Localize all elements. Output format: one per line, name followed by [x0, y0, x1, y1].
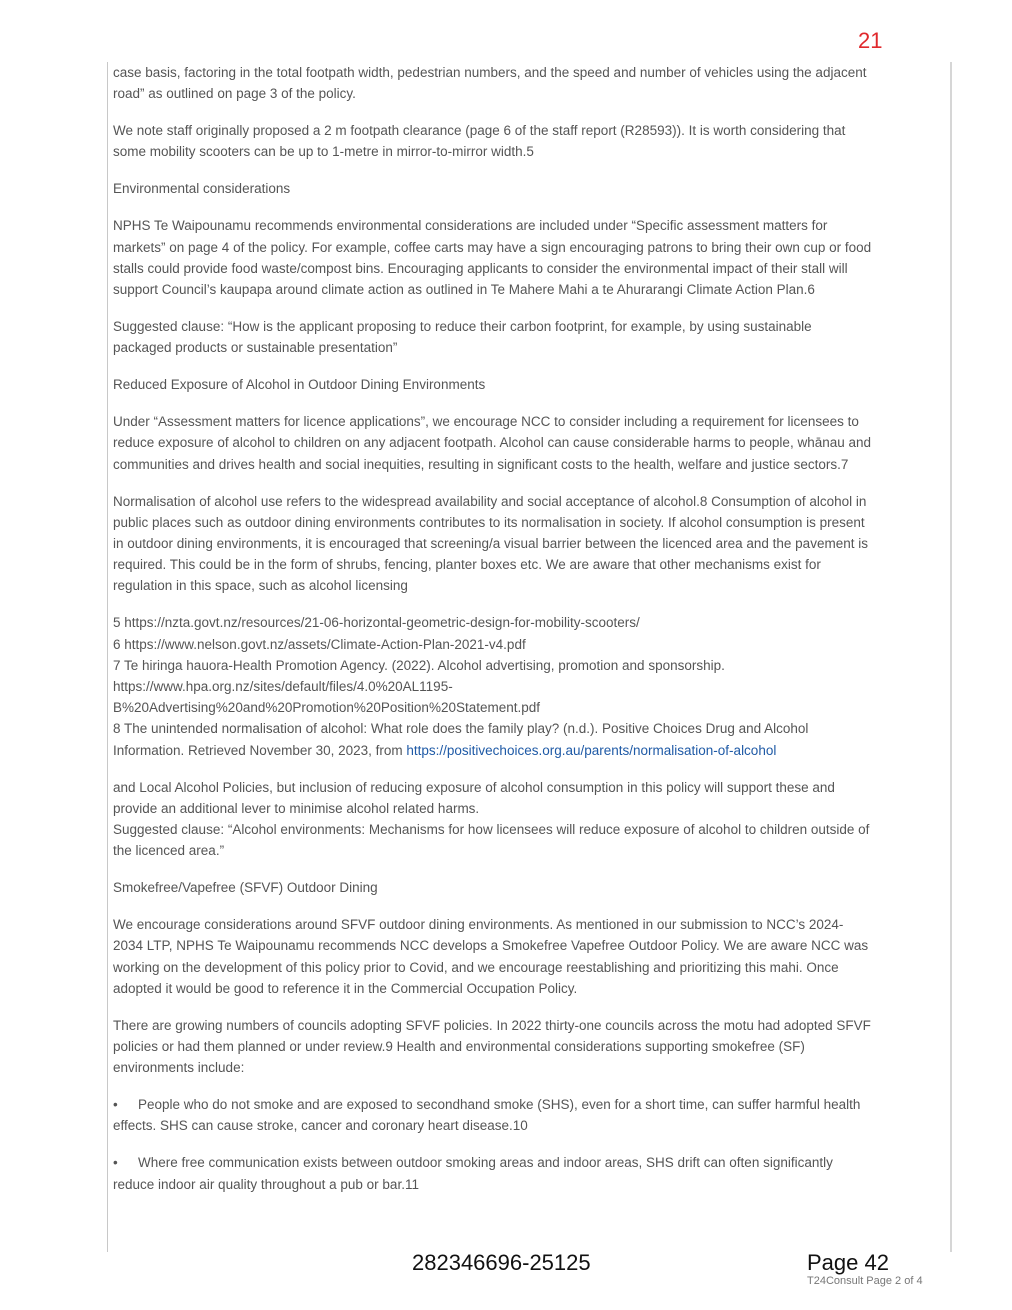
paragraph-environmental: NPHS Te Waipounamu recommends environmental considerations are included under “Specific assessment matters for markets” on page 4 of the policy. For example, coffee carts may have a sign encouraging patrons to bring their own cup or food stalls could provide food waste/compost bins. Encouraging applicants to consider the environmental impact of their stall will support Council’s kaupapa around climate action as outlined in Te Mahere Mahi a te Ahurarangi Climate Action Plan.6: [113, 218, 872, 298]
footnote-8-link[interactable]: https://positivechoices.org.au/parents/normalisation-of-alcohol: [406, 742, 777, 758]
paragraph-suggested-clause-alcohol: Suggested clause: “Alcohol environments: Mechanisms for how licensees will reduce exposure of alcohol to children outside of the licenced area.”: [113, 822, 870, 859]
frame-border-right: [950, 62, 952, 1252]
paragraph-footpath: case basis, factoring in the total footpath width, pedestrian numbers, and the speed and number of vehicles using the adjacent road” as outlined on page 3 of the policy.: [113, 65, 867, 102]
footnote-7-citation: 7 Te hiringa hauora-Health Promotion Agency. (2022). Alcohol advertising, promotion and sponsorship.: [113, 657, 725, 673]
bullet-icon: •: [113, 1097, 118, 1113]
heading-sfvf: Smokefree/Vapefree (SFVF) Outdoor Dining: [113, 880, 378, 896]
heading-alcohol: Reduced Exposure of Alcohol in Outdoor Dining Environments: [113, 377, 486, 393]
footnote-5: 5 https://nzta.govt.nz/resources/21-06-horizontal-geometric-design-for-mobility-scooters/: [113, 615, 640, 631]
footnote-7-url-part1: https://www.hpa.org.nz/sites/default/files/4.0%20AL1195-: [113, 679, 453, 695]
paragraph-sfvf-councils: There are growing numbers of councils adopting SFVF policies. In 2022 thirty-one councils across the motu had adopted SFVF policies or had them planned or under review.9 Health and environmental considerations supporting smokefree (SF) environments include:: [113, 1017, 871, 1076]
bullet-text: People who do not smoke and are exposed to secondhand smoke (SHS), even for a short time, can suffer harmful health effects. SHS can cause stroke, cancer and coronary heart disease.10: [113, 1097, 861, 1134]
bullet-item-shs-drift: [113, 1152, 873, 1194]
paragraph-local-alcohol-policies: and Local Alcohol Policies, but inclusion of reducing exposure of alcohol consumption in this policy will support these and provide an additional lever to minimise alcohol related harms.: [113, 779, 835, 816]
paragraph-alcohol-normalisation: Normalisation of alcohol use refers to the widespread availability and social acceptance of alcohol.8 Consumption of alcohol in public places such as outdoor dining environments contributes to its normalisation in society. If alcohol consumption is present in outdoor dining environments, it is encouraged that screening/a visual barrier between the licenced area and the pavement is required. This could be in the form of shrubs, fencing, planter boxes etc. We are aware that other mechanisms exist for regulation in this space, such as alcohol licensing: [113, 493, 868, 594]
footer-consult-page: T24Consult Page 2 of 4: [807, 1275, 923, 1287]
paragraph-suggested-clause-carbon: Suggested clause: “How is the applicant proposing to reduce their carbon footprint, for example, by using sustainable packaged products or sustainable presentation”: [113, 319, 812, 356]
footnote-8-citation: 8 The unintended normalisation of alcohol: What role does the family play? (n.d.). Positive Choices Drug and Alcohol: [113, 721, 809, 737]
footnote-8-retrieved-text: Information. Retrieved November 30, 2023, from: [113, 742, 407, 758]
paragraph-clearance: We note staff originally proposed a 2 m footpath clearance (page 6 of the staff report (R28593)). It is worth considering that some mobility scooters can be up to 1-metre in mirror-to-mirror width.5: [113, 123, 846, 160]
bullet-text: Where free communication exists between outdoor smoking areas and indoor areas, SHS drift can often significantly reduce indoor air quality throughout a pub or bar.11: [113, 1155, 833, 1192]
footnote-7-url-part2: B%20Advertising%20and%20Promotion%20Position%20Statement.pdf: [113, 700, 541, 716]
document-body: [113, 62, 873, 1211]
footer-document-id: 282346696-25125: [412, 1250, 591, 1275]
paragraph-sfvf-considerations: We encourage considerations around SFVF outdoor dining environments. As mentioned in our submission to NCC’s 2024-2034 LTP, NPHS Te Waipounamu recommends NCC develops a Smokefree Vapefree Outdoor Policy. We are aware NCC was working on the development of this policy prior to Covid, and we encourage reestablishing and prioritizing this mahi. Once adopted it would be good to reference it in the Commercial Occupation Policy.: [113, 917, 869, 996]
bullet-item-shs-health: [113, 1094, 873, 1136]
footer-page-label: Page 42: [807, 1250, 889, 1275]
footnotes: [113, 612, 873, 760]
frame-border-left: [107, 62, 108, 1252]
bullet-icon: •: [113, 1155, 118, 1171]
footnote-8-retrieved: [113, 740, 873, 761]
page-number: 21: [858, 28, 883, 53]
footnote-6: 6 https://www.nelson.govt.nz/assets/Climate-Action-Plan-2021-v4.pdf: [113, 636, 526, 652]
heading-environmental: Environmental considerations: [113, 181, 291, 197]
paragraph-alcohol-licensees: Under “Assessment matters for licence applications”, we encourage NCC to consider including a requirement for licensees to reduce exposure of alcohol to children on any adjacent footpath. Alcohol can cause considerable harms to people, whānau and communities and drives health and social inequities, resulting in significant costs to the health, welfare and justice sectors.7: [113, 414, 872, 472]
